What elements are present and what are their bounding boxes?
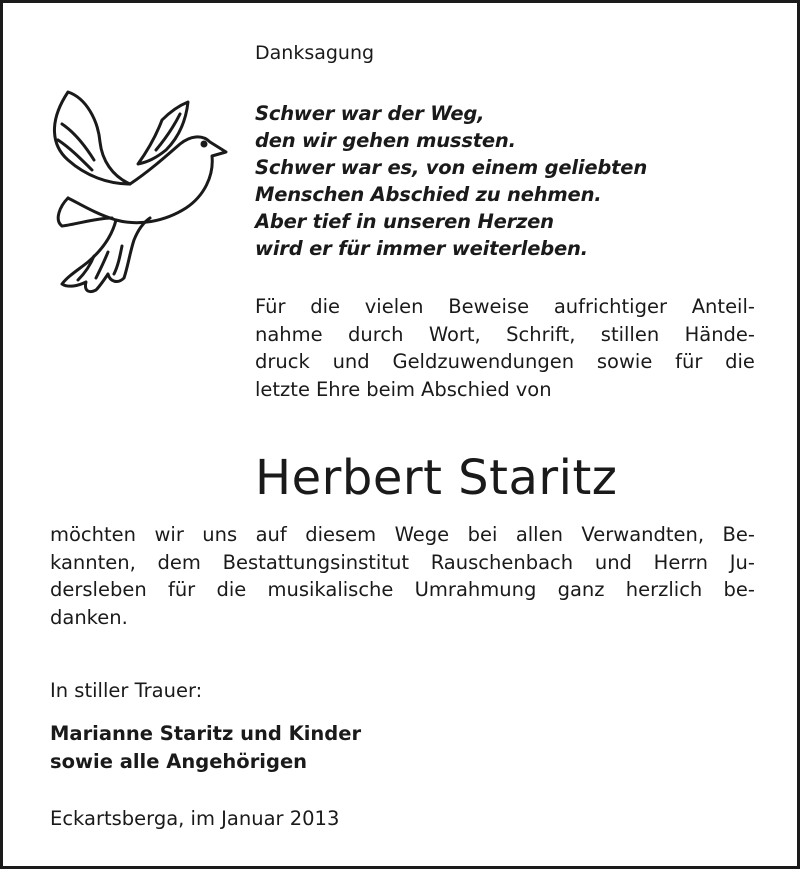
poem (255, 100, 647, 262)
word: die (216, 578, 247, 601)
word: für (675, 350, 703, 373)
poem-line: den wir gehen mussten. (255, 129, 516, 152)
word: danken. (50, 605, 128, 629)
dove-icon (38, 80, 238, 300)
word: beim (366, 377, 416, 401)
word: Beweise (448, 295, 530, 318)
word: sowie (596, 350, 653, 373)
word: druck (255, 350, 310, 373)
word: allen (515, 523, 563, 546)
word: Ju- (729, 550, 755, 574)
word: Herrn (653, 550, 709, 574)
word: vielen (364, 295, 424, 318)
place-date: Eckartsberga, im Januar 2013 (50, 807, 340, 830)
word: für (167, 578, 196, 601)
word: stillen (600, 322, 660, 346)
body-line (50, 576, 755, 604)
word: Verwandten, (581, 523, 705, 546)
word: Rauschenbach (430, 550, 574, 574)
word: Schrift, (506, 322, 576, 346)
acknowledgement-paragraph (50, 521, 755, 631)
word: Ehre (315, 377, 361, 401)
word: nahme (255, 322, 323, 346)
thanks-line (255, 321, 755, 349)
word: Hände- (684, 322, 755, 346)
signer-line: sowie alle Angehörigen (50, 749, 308, 773)
word: die (725, 350, 755, 373)
word: Bestattungsinstitut (222, 550, 409, 574)
word: Umrahmung (414, 578, 537, 601)
body-line (50, 549, 755, 577)
word: und (332, 350, 370, 373)
word: möchten (50, 523, 137, 546)
signers (50, 720, 361, 775)
word: letzte (255, 377, 310, 401)
word: Für (255, 295, 286, 318)
word: auf (255, 523, 287, 546)
poem-line: Schwer war es, von einem geliebten (255, 156, 648, 179)
word: ganz (557, 578, 605, 601)
word: diesem (305, 523, 377, 546)
word: uns (202, 523, 238, 546)
word: bei (467, 523, 498, 546)
thanks-line (255, 348, 755, 376)
word: wir (154, 523, 184, 546)
word: dersleben (50, 578, 147, 601)
body-line (50, 604, 755, 632)
poem-line: wird er für immer weiterleben. (255, 237, 588, 260)
word: Geldzuwendungen (392, 350, 575, 373)
thanks-line (255, 376, 755, 404)
deceased-name: Herbert Staritz (255, 450, 618, 506)
word: und (594, 550, 632, 574)
thanks-line (255, 293, 755, 321)
word: aufrichtiger (553, 295, 667, 318)
word: dem (157, 550, 201, 574)
mourning-label: In stiller Trauer: (50, 679, 203, 702)
word: Anteil- (691, 295, 755, 318)
poem-line: Menschen Abschied zu nehmen. (255, 183, 602, 206)
word: Abschied (421, 377, 510, 401)
signer-line: Marianne Staritz und Kinder (50, 722, 362, 745)
word: Wege (394, 523, 450, 546)
word: herzlich (625, 578, 703, 601)
word: be- (723, 578, 755, 601)
word: Wort, (428, 322, 481, 346)
poem-line: Schwer war der Weg, (255, 102, 485, 125)
word: kannten, (50, 550, 136, 574)
thanks-paragraph (255, 293, 755, 403)
word: durch (348, 322, 404, 346)
body-line (50, 521, 755, 549)
word: die (310, 295, 341, 318)
notice-heading: Danksagung (255, 42, 375, 64)
word: Be- (722, 523, 755, 546)
poem-line: Aber tief in unseren Herzen (255, 210, 554, 233)
word: von (515, 377, 552, 401)
word: musikalische (267, 578, 394, 601)
